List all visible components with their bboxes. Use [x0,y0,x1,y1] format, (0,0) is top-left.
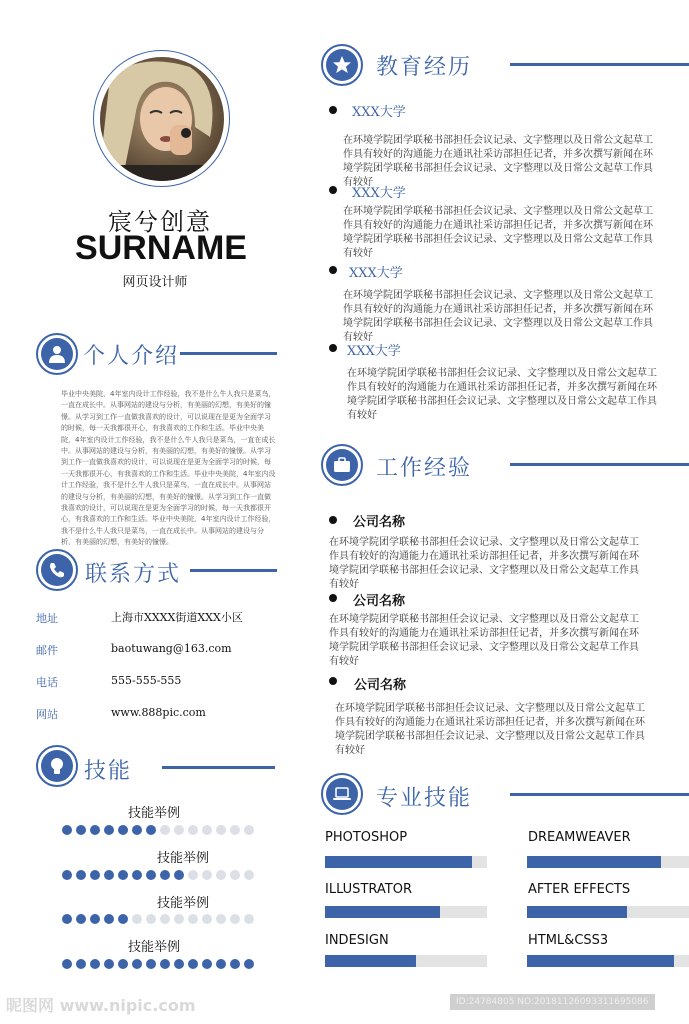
skill-dot-filled [104,959,114,969]
pro-skill-label-4: AFTER EFFECTS [528,882,631,897]
skill-dot-filled [62,959,72,969]
work-company-2: 公司名称 [353,594,406,609]
skill-dot-empty [174,914,184,924]
skill-dot-filled [76,959,86,969]
work-bullet-2 [329,594,337,602]
skill-dot-empty [202,914,212,924]
pro-skill-bar-3 [325,906,487,918]
pro-skill-fill-2 [527,856,661,868]
surname: SURNAME [75,229,247,267]
work-text-1: 在环境学院团学联秘书部担任会议记录、文字整理以及日常公文起草工作具有较好的沟通能力在通讯社采访部担任记者，并多次撰写新闻在环境学院团学联秘书部担任会议记录、文字整理以及日常公文起草工作具有较好 [329,537,639,590]
pro-skill-bar-2 [527,856,689,868]
education-school-4: XXX大学 [347,344,401,359]
skill-dot-filled [188,959,198,969]
skill-dot-filled [216,959,226,969]
pro-skill-label-3: ILLUSTRATOR [325,882,412,897]
education-school-2: XXX大学 [352,186,406,201]
skill-dot-filled [230,959,240,969]
skill-dot-filled [174,959,184,969]
skill-dot-empty [146,914,156,924]
skill-dot-empty [216,825,226,835]
education-text-4: 在环境学院团学联秘书部担任会议记录、文字整理以及日常公文起草工作具有较好的沟通能力在通讯社采访部担任记者，并多次撰写新闻在环境学院团学联秘书部担任会议记录、文字整理以及日常公文起草工作具有较好 [347,368,657,421]
skill-dot-filled [118,825,128,835]
education-title: 教育经历 [376,55,473,80]
pro-skill-bar-5 [325,955,487,967]
pro-skill-bar-1 [325,856,487,868]
skill-dot-filled [62,825,72,835]
pro-skill-label-1: PHOTOSHOP [325,830,408,845]
skill-dot-empty [230,914,240,924]
avatar-photo [100,57,224,181]
skill-dot-filled [132,959,142,969]
skill-dot-empty [230,825,240,835]
skill-dot-empty [216,914,226,924]
contact-label-phone: 电话 [36,676,58,689]
work-bullet-1 [329,516,337,524]
job-title: 网页设计师 [122,275,188,290]
skill-dot-filled [174,870,184,880]
pro-skill-fill-5 [325,955,416,967]
skill-dot-empty [202,870,212,880]
pro-skill-fill-4 [527,906,627,918]
skill-dot-empty [244,870,254,880]
skill-dot-empty [188,914,198,924]
name-cn: 宸兮创意 [108,208,212,236]
skill-dot-filled [132,870,142,880]
skill-dot-filled [118,870,128,880]
work-line [510,463,689,466]
skill-dots-3 [62,914,254,924]
skills-title: 技能 [84,759,133,784]
skill-dot-empty [188,825,198,835]
contact-value-email[interactable]: baotuwang@163.com [111,642,232,655]
skill-label-3: 技能举例 [157,896,210,911]
skill-dots-1 [62,825,254,835]
pro-skill-label-5: INDESIGN [325,933,389,948]
watermark-site: 昵图网 www.nipic.com [6,996,196,1015]
contact-label-website: 网站 [36,708,58,721]
skill-dot-filled [90,870,100,880]
skill-dot-filled [90,959,100,969]
skill-dot-filled [90,825,100,835]
skill-dot-filled [76,914,86,924]
skill-dot-filled [160,870,170,880]
education-school-3: XXX大学 [349,266,403,281]
intro-text: 毕业中央美院，4年室内设计工作经验，我不是什么牛人我只是菜鸟，一直在成长中。从事网站的建设与分析，有美丽的幻想，有美好的憧憬。从学习到工作一直做我喜欢的设计，可以说现在是更为全面学习的时候，每一天我都很开心，有我喜欢的工作和生活。毕业中央美院，4年室内设计工作经验，我不是什么牛人我只是菜鸟，一直在成长中。从事网站的建设与分析，有美丽的幻想，有美好的憧憬。从学习到工作一直做我喜欢的设计，可以说现在是更为全面学习的时候，每一天我都很开心，有我喜欢的工作和生活。毕业中央美院，4年室内设计工作经验，我不是什么牛人我只是菜鸟，一直在成长中。从事网站的建设与分析，有美丽的幻想，有美好的憧憬。从学习到工作一直做我喜欢的设计，可以说现在是更为全面学习的时候，每一天我都很开心，有我喜欢的工作和生活。毕业中央美院，4年室内设计工作经验，我不是什么牛人我只是菜鸟，一直在成长中。从事网站的建设与分析，有美丽的幻想，有美好的憧憬。 [61,390,276,547]
skill-dot-empty [188,870,198,880]
work-bullet-3 [329,677,337,685]
skill-label-1: 技能举例 [128,806,181,821]
laptop-icon [321,773,363,815]
skill-dot-filled [146,825,156,835]
skill-dot-filled [104,825,114,835]
skill-dot-empty [160,914,170,924]
phone-icon [36,549,78,591]
briefcase-icon [321,444,363,486]
work-company-3: 公司名称 [354,678,407,693]
skill-dot-filled [76,825,86,835]
contact-label-email: 邮件 [36,644,58,657]
skill-dot-filled [202,959,212,969]
skill-dot-empty [216,870,226,880]
pro-skill-label-6: HTML&CSS3 [528,933,609,948]
skill-dot-filled [104,914,114,924]
skill-dot-filled [76,870,86,880]
skill-dot-filled [118,914,128,924]
education-school-1: XXX大学 [352,105,406,120]
skill-dot-empty [202,825,212,835]
education-line [510,63,689,66]
skill-dot-empty [132,914,142,924]
lightbulb-icon [36,745,78,787]
pro-skills-line [510,793,689,796]
skill-dots-4 [62,959,254,969]
education-bullet-1 [329,106,337,114]
skill-dot-empty [244,914,254,924]
skill-dot-empty [230,870,240,880]
work-text-2: 在环境学院团学联秘书部担任会议记录、文字整理以及日常公文起草工作具有较好的沟通能力在通讯社采访部担任记者，并多次撰写新闻在环境学院团学联秘书部担任会议记录、文字整理以及日常公文起草工作具有较好 [329,614,639,667]
education-text-3: 在环境学院团学联秘书部担任会议记录、文字整理以及日常公文起草工作具有较好的沟通能力在通讯社采访部担任记者，并多次撰写新闻在环境学院团学联秘书部担任会议记录、文字整理以及日常公文起草工作具有较好 [343,290,653,343]
watermark-id: ID:24784805 NO:20181126093311695086 [450,994,655,1010]
education-bullet-3 [329,266,337,274]
contact-value-address: 上海市XXXX街道XXX小区 [111,611,243,624]
pro-skill-bar-6 [527,955,689,967]
skill-dot-filled [146,959,156,969]
skill-dot-empty [174,825,184,835]
skill-dot-filled [118,959,128,969]
skill-dot-filled [62,870,72,880]
skill-label-4: 技能举例 [128,940,181,955]
pro-skill-fill-6 [527,955,674,967]
education-text-2: 在环境学院团学联秘书部担任会议记录、文字整理以及日常公文起草工作具有较好的沟通能力在通讯社采访部担任记者，并多次撰写新闻在环境学院团学联秘书部担任会议记录、文字整理以及日常公文起草工作具有较好 [343,206,653,259]
work-title: 工作经验 [376,456,473,481]
education-text-1: 在环境学院团学联秘书部担任会议记录、文字整理以及日常公文起草工作具有较好的沟通能力在通讯社采访部担任记者，并多次撰写新闻在环境学院团学联秘书部担任会议记录、文字整理以及日常公文起草工作具有较好 [343,135,653,188]
avatar [93,50,230,187]
pro-skill-fill-3 [325,906,440,918]
skill-label-2: 技能举例 [157,851,210,866]
intro-title: 个人介绍 [83,344,180,369]
pro-skill-fill-1 [325,856,472,868]
skill-dot-filled [160,959,170,969]
intro-line [180,352,277,355]
skill-dot-filled [62,914,72,924]
star-icon [321,44,363,86]
contact-title: 联系方式 [85,562,182,587]
education-bullet-2 [329,186,337,194]
pro-skill-label-2: DREAMWEAVER [528,830,631,845]
work-text-3: 在环境学院团学联秘书部担任会议记录、文字整理以及日常公文起草工作具有较好的沟通能力在通讯社采访部担任记者，并多次撰写新闻在环境学院团学联秘书部担任会议记录、文字整理以及日常公文起草工作具有较好 [335,703,645,756]
skill-dot-empty [160,825,170,835]
skill-dot-filled [244,959,254,969]
skill-dot-filled [104,870,114,880]
skill-dots-2 [62,870,254,880]
contact-label-address: 地址 [36,612,58,625]
work-company-1: 公司名称 [353,515,406,530]
skill-dot-filled [132,825,142,835]
education-bullet-4 [329,344,337,352]
skill-dot-empty [244,825,254,835]
skills-line [162,766,275,769]
contact-value-phone: 555-555-555 [111,674,182,687]
contact-line [190,569,277,572]
contact-value-website[interactable]: www.888pic.com [111,706,206,719]
pro-skills-title: 专业技能 [376,786,473,811]
skill-dot-filled [146,870,156,880]
person-icon [36,333,78,375]
skill-dot-filled [90,914,100,924]
pro-skill-bar-4 [527,906,689,918]
